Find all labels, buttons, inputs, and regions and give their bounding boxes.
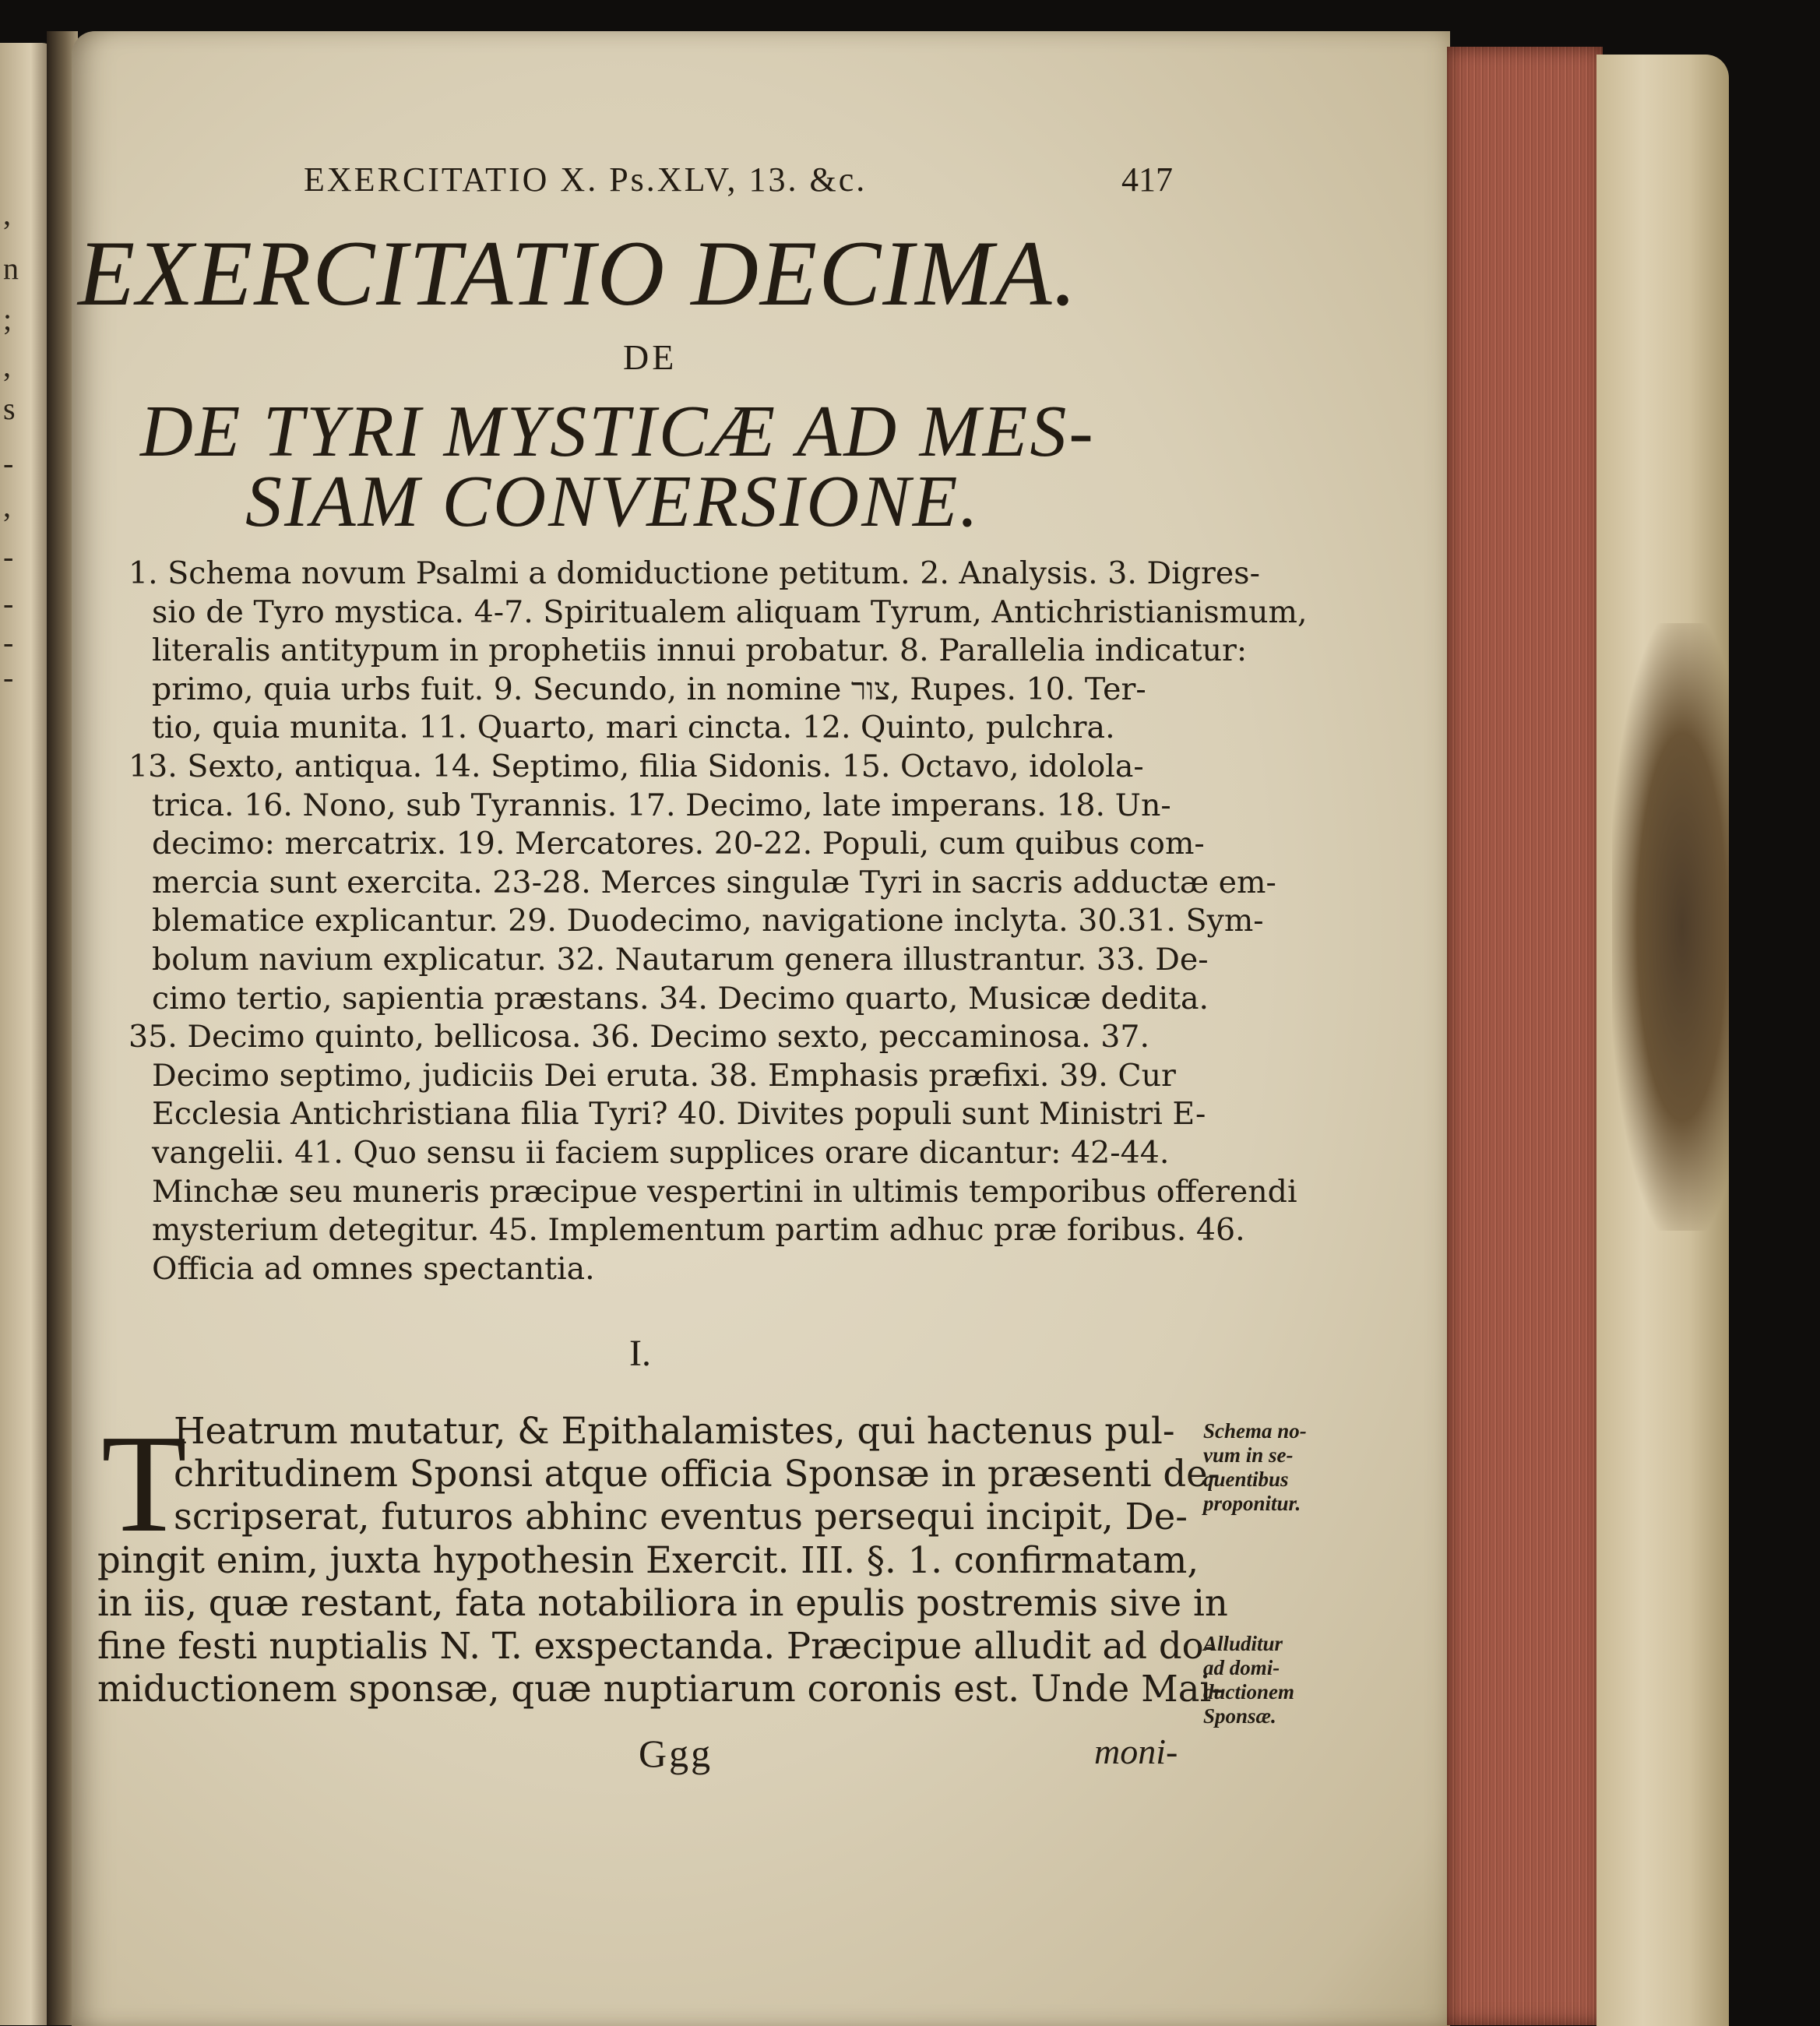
cover-stain xyxy=(1612,623,1729,1231)
body-line: Heatrum mutatur, & Epithalamistes, qui hactenus pul- xyxy=(174,1410,1175,1452)
facing-page-fragment: , xyxy=(3,348,11,383)
summary-line: Officia ad omnes spectantia. xyxy=(152,1250,595,1287)
body-line: scripserat, futuros abhinc eventus persequi incipit, De- xyxy=(174,1496,1188,1538)
margin-note-line: ductionem xyxy=(1203,1680,1295,1704)
margin-note-line: quentibus xyxy=(1203,1468,1289,1491)
summary-line: mysterium detegitur. 45. Implementum partim adhuc præ foribus. 46. xyxy=(152,1212,1245,1249)
margin-note-line: ad domi- xyxy=(1203,1656,1280,1679)
margin-note-line: vum in se- xyxy=(1203,1443,1294,1467)
summary-line: Minchæ seu muneris præcipue vespertini in ultimis temporibus offerendi xyxy=(152,1173,1297,1210)
margin-note-line: proponitur. xyxy=(1203,1492,1301,1515)
margin-note-line: Schema no- xyxy=(1203,1419,1307,1443)
summary-line: sio de Tyro mystica. 4-7. Spiritualem aliquam Tyrum, Antichristianismum, xyxy=(152,594,1308,630)
section-number: I. xyxy=(629,1333,651,1374)
chapter-summary xyxy=(128,555,1308,1288)
facing-page-fragment: - xyxy=(3,446,14,481)
printer-signature: Ggg xyxy=(639,1732,713,1775)
summary-line: blematice explicantur. 29. Duodecimo, navigatione inclyta. 30.31. Sym- xyxy=(152,903,1264,939)
body-line: fine festi nuptialis N. T. exspectanda. Præcipue alludit ad do- xyxy=(97,1624,1216,1667)
margin-note-line: Sponsæ. xyxy=(1203,1704,1276,1728)
facing-page-fragment: - xyxy=(3,539,14,574)
body-line: chritudinem Sponsi atque officia Sponsæ in præsenti de- xyxy=(174,1453,1220,1496)
summary-line: bolum navium explicatur. 32. Nautarum genera illustrantur. 33. De- xyxy=(152,941,1209,978)
page-number: 417 xyxy=(1121,160,1173,199)
summary-line: 13. Sexto, antiqua. 14. Septimo, filia Sidonis. 15. Octavo, idolola- xyxy=(128,748,1144,784)
subtitle-line-2: SIAM CONVERSIONE. xyxy=(245,461,980,542)
body-line: miductionem sponsæ, quæ nuptiarum coronis est. Unde Mai- xyxy=(97,1668,1223,1711)
facing-page-fragment: ; xyxy=(3,301,12,336)
summary-line: 1. Schema novum Psalmi a domiductione petitum. 2. Analysis. 3. Digres- xyxy=(128,555,1260,591)
drop-cap: T xyxy=(101,1406,187,1561)
summary-line: tio, quia munita. 11. Quarto, mari cincta. 12. Quinto, pulchra. xyxy=(152,710,1115,746)
facing-page-fragment: - xyxy=(3,660,14,695)
margin-note-line: Alluditur xyxy=(1203,1632,1283,1655)
summary-line: Decimo septimo, judiciis Dei eruta. 38. Emphasis præfixi. 39. Cur xyxy=(152,1057,1176,1094)
facing-page-fragment: n xyxy=(3,251,19,286)
facing-page-fragment: , xyxy=(3,488,11,523)
summary-line: vangelii. 41. Quo sensu ii faciem supplices orare dicantur: 42-44. xyxy=(152,1134,1170,1171)
summary-line: decimo: mercatrix. 19. Mercatores. 20-22. Populi, cum quibus com- xyxy=(152,826,1205,862)
summary-line: 35. Decimo quinto, bellicosa. 36. Decimo sexto, peccaminosa. 37. xyxy=(128,1019,1150,1055)
summary-line: mercia sunt exercita. 23-28. Merces singulæ Tyri in sacris adductæ em- xyxy=(152,864,1276,900)
summary-line: trica. 16. Nono, sub Tyrannis. 17. Decimo, late imperans. 18. Un- xyxy=(152,787,1171,823)
margin-note xyxy=(1203,1419,1332,1516)
running-head: EXERCITATIO X. Ps.XLV, 13. &c. xyxy=(304,160,868,199)
body-line: in iis, quæ restant, fata notabiliora in epulis postremis sive in xyxy=(97,1581,1228,1624)
summary-line: primo, quia urbs fuit. 9. Secundo, in nomine צור, Rupes. 10. Ter- xyxy=(152,671,1146,707)
facing-page-fragment: - xyxy=(3,586,14,621)
facing-page-fragment: , xyxy=(3,196,11,231)
title-de: DE xyxy=(623,337,678,377)
facing-page-fragment: s xyxy=(3,391,16,426)
catchword: moni- xyxy=(1094,1732,1178,1771)
page-edges xyxy=(1447,47,1603,2025)
chapter-title: EXERCITATIO DECIMA. xyxy=(78,221,1079,325)
body-line: pingit enim, juxta hypothesin Exercit. III. §. 1. confirmatam, xyxy=(97,1538,1199,1581)
summary-line: cimo tertio, sapientia præstans. 34. Decimo quarto, Musicæ dedita. xyxy=(152,980,1209,1017)
body-text xyxy=(97,1406,1228,1711)
facing-page-fragment: - xyxy=(3,625,14,660)
summary-line: Ecclesia Antichristiana filia Tyri? 40. Divites populi sunt Ministri E- xyxy=(152,1096,1206,1133)
subtitle-line-1: DE TYRI MYSTICÆ AD MES- xyxy=(140,391,1096,472)
summary-line: literalis antitypum in prophetiis innui probatur. 8. Parallelia indicatur: xyxy=(152,632,1248,669)
margin-note xyxy=(1203,1632,1332,1728)
